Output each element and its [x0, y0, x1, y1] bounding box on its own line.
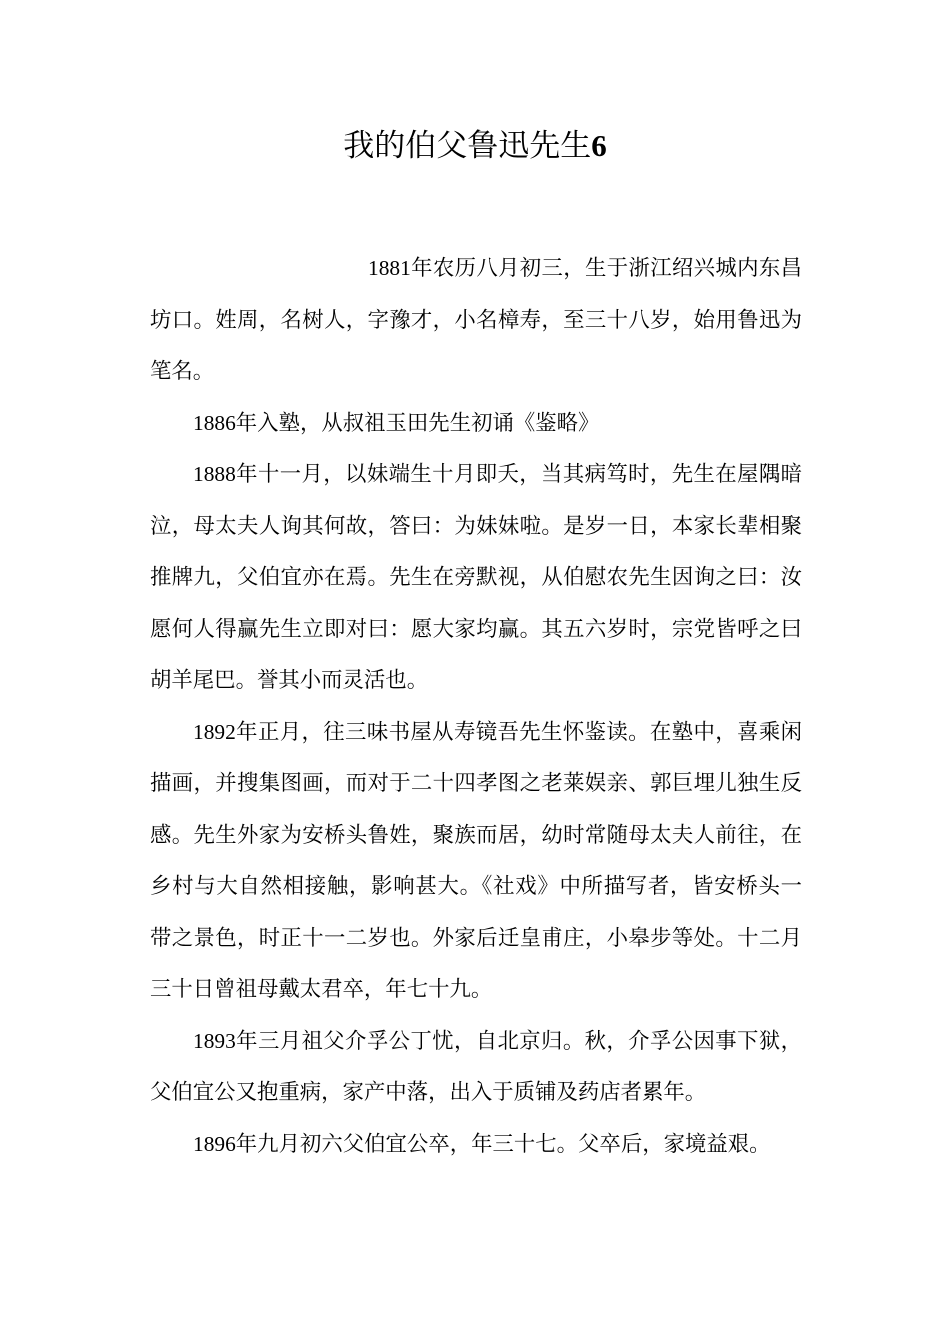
paragraph-1888	[150, 449, 802, 707]
paragraph-year: 1881	[368, 256, 411, 280]
paragraph-text: 年三月祖父介孚公丁忧，自北京归。秋，介孚公因事下狱，父伯宜公又抱重病，家产中落，出入于质铺及药店者累年。	[150, 1028, 802, 1105]
paragraph-year: 1886	[193, 410, 236, 435]
paragraph-text: 年九月初六父伯宜公卒，年三十七。父卒后，家境益艰。	[235, 1131, 771, 1157]
paragraph-1892	[150, 707, 802, 1016]
paragraph-text: 年正月，往三味书屋从寿镜吾先生怀鉴读。在塾中，喜乘闲描画，并搜集图画，而对于二十四孝图之老莱娱亲、郭巨埋儿独生反感。先生外家为安桥头鲁姓，聚族而居，幼时常随母太夫人前往，在乡村与大自然相接触，影响甚大。《社戏》中所描写者，皆安桥头一带之景色，时正十一二岁也。外家后迁皇甫庄，小皋步等处。十二月三十日曾祖母戴太君卒，年七十九。	[150, 719, 802, 1002]
paragraph-year: 1896	[193, 1131, 236, 1156]
paragraph-1881	[150, 243, 802, 398]
paragraph-year: 1893	[193, 1028, 236, 1053]
title-text: 我的伯父鲁迅先生	[343, 128, 592, 164]
title-number: 6	[591, 128, 607, 163]
document-body	[150, 243, 802, 1170]
paragraph-1896	[150, 1119, 802, 1171]
paragraph-1893	[150, 1016, 802, 1119]
paragraph-year: 1888	[193, 462, 236, 486]
paragraph-year: 1892	[193, 719, 236, 744]
paragraph-text: 年入塾，从叔祖玉田先生初诵《鉴略》	[235, 410, 600, 436]
paragraph-text: 年十一月，以妹端生十月即夭，当其病笃时，先生在屋隅暗泣，母太夫人询其何故，答曰：为妹妹啦。是岁一日，本家长辈相聚推牌九，父伯宜亦在焉。先生在旁默视，从伯慰农先生因询之曰：汝愿何人得赢先生立即对曰：愿大家均赢。其五六岁时，宗党皆呼之曰胡羊尾巴。誉其小而灵活也。	[150, 462, 802, 693]
paragraph-1886	[150, 398, 802, 450]
document-title	[0, 124, 950, 168]
paragraph-text: 年农历八月初三，生于浙江绍兴城内东昌坊口。姓周，名树人，字豫才，小名樟寿，至三十八岁，始用鲁迅为笔名。	[150, 256, 802, 384]
